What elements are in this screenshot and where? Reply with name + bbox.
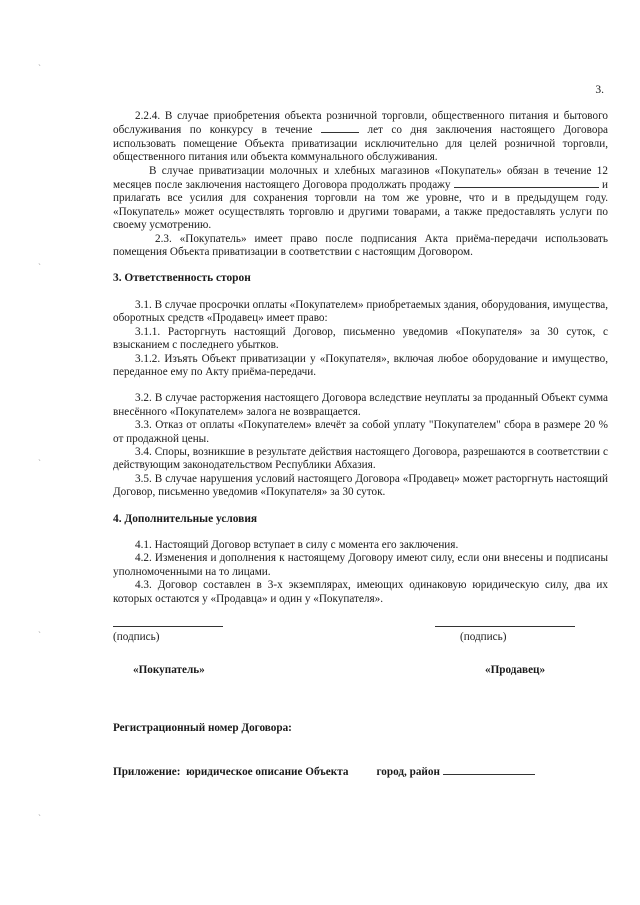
scan-mark: ˋ (38, 63, 41, 73)
clause-3-1: 3.1. В случае просрочки оплаты «Покупателем» приобретаемых здания, оборудования, имущества, оборотных средств «Продавец» имеет право: (113, 298, 608, 325)
clause-3-2: 3.2. В случае расторжения настоящего Договора вследствие неуплаты за проданный Объект сумма внесённого «Покупателем» залога не возвращается. (113, 392, 608, 418)
clause-3-3: 3.3. Отказ от оплаты «Покупателем» влечёт за собой уплату "Покупателем" сбора в размере 20 % от продажной цены. (113, 419, 608, 445)
seller-label: «Продавец» (485, 664, 546, 676)
annex-label: Приложение: (113, 766, 181, 779)
signature-block (113, 626, 608, 718)
seller-signature-line (435, 626, 575, 627)
city-label: город, район (376, 766, 440, 779)
annex-line (113, 765, 608, 779)
clause-2-2-4-dairy: В случае приватизации молочных и хлебных магазинов «Покупатель» обязан в течение 12 месяцев после заключения настоящего Договора продолжать продажу и прилагать все усилия для сохранения торговли на том же уровне, что и в предыдущем году. «Покупатель» может осуществлять торговлю и другими товарами, а также предоставлять услуги по своему усмотрению. (113, 164, 609, 232)
page-number: 3. (595, 84, 604, 96)
clause-4-1: 4.1. Настоящий Договор вступает в силу с момента его заключения. (135, 538, 459, 551)
seller-signature-caption: (подпись) (460, 631, 507, 643)
buyer-signature-line (113, 626, 223, 627)
blank-city (443, 765, 535, 775)
buyer-signature-caption: (подпись) (113, 631, 160, 643)
annex-text: юридическое описание Объекта (186, 766, 349, 779)
section-3-title: 3. Ответственность сторон (113, 272, 251, 285)
buyer-label: «Покупатель» (133, 664, 205, 676)
clause-3-4: 3.4. Споры, возникшие в результате действия настоящего Договора, разрешаются в соответствии с действующим законодательством Республики Абхазия. (113, 445, 608, 472)
clause-2-3: 2.3. «Покупатель» имеет право после подписания Акта приёма-передачи использовать помещения Объекта приватизации в соответствии с настоящим Договором. (113, 232, 608, 259)
clause-3-5: 3.5. В случае нарушения условий настоящего Договора «Продавец» может расторгнуть настоящий Договор, письменно уведомив «Покупателя» за 30 суток. (113, 472, 608, 499)
blank-products (454, 178, 599, 188)
clause-4-3: 4.3. Договор составлен в 3-х экземплярах, имеющих одинаковую юридическую силу, два их которых остаются у «Продавца» и один у «Покупателя». (113, 579, 608, 605)
scan-mark: ˋ (38, 262, 41, 272)
scan-mark: ˋ (38, 813, 41, 823)
scan-mark: ˋ (38, 630, 41, 640)
clause-3-1-1: 3.1.1. Расторгнуть настоящий Договор, письменно уведомив «Покупателя» за 30 суток, с взысканием с последнего убытков. (113, 325, 608, 352)
clause-2-2-4: 2.2.4. В случае приобретения объекта розничной торговли, общественного питания и бытового обслуживания по конкурсу в течение лет со дня заключения настоящего Договора использовать помещение Объекта приватизации исключительно для целей розничной торговли, общественного питания или объекта коммунального обслуживания. (113, 110, 609, 164)
section-4-title: 4. Дополнительные условия (113, 512, 258, 525)
document-body (113, 110, 608, 780)
registration-number-label: Регистрационный номер Договора: (113, 722, 292, 734)
clause-4-2: 4.2. Изменения и дополнения к настоящему Договору имеют силу, если они внесены и подписаны уполномоченными на то лицами. (113, 552, 608, 578)
clause-3-1-2: 3.1.2. Изъять Объект приватизации у «Покупателя», включая любое оборудование и имущество, переданное ему по Акту приёма-передачи. (113, 352, 608, 378)
scan-mark: ˋ (38, 458, 41, 468)
blank-years (321, 123, 359, 133)
